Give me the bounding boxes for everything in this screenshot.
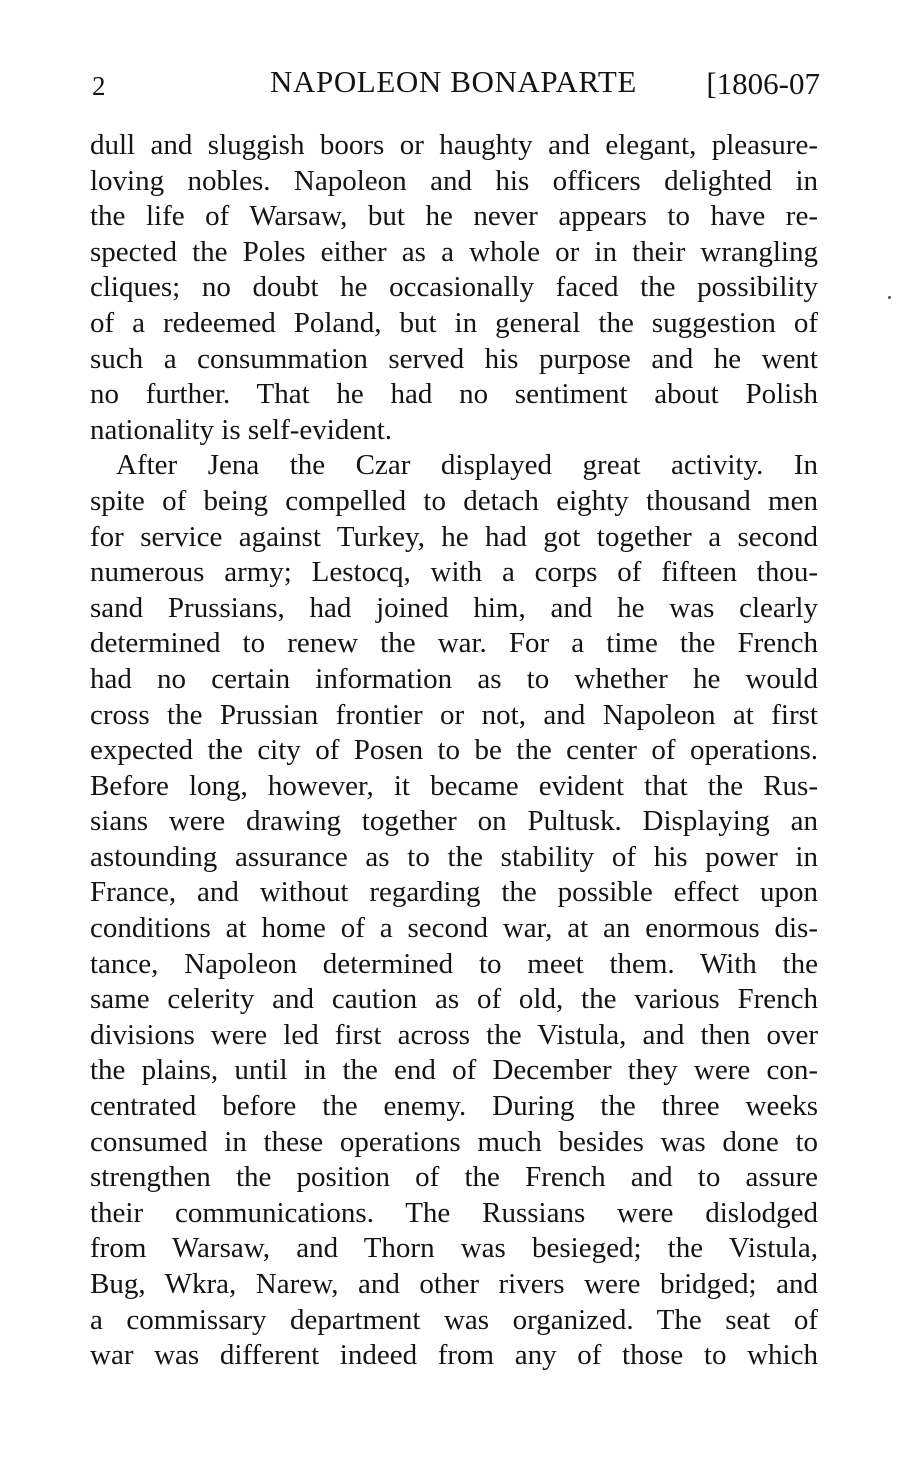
text-line: After Jena the Czar displayed great activity. In	[116, 449, 818, 482]
text-line: France, and without regarding the possible effect upon	[90, 876, 818, 909]
text-line: determined to renew the war. For a time the French	[90, 627, 818, 660]
scan-speck	[888, 296, 891, 299]
text-line: dull and sluggish boors or haughty and elegant, pleasure-	[90, 129, 818, 161]
text-line: divisions were led first across the Vistula, and then over	[90, 1018, 818, 1051]
text-line: same celerity and caution as of old, the various French	[90, 983, 818, 1016]
text-line: a commissary department was organized. The seat of	[90, 1303, 818, 1336]
text-line: Bug, Wkra, Narew, and other rivers were bridged; and	[90, 1268, 818, 1300]
paragraph	[90, 128, 818, 448]
text-line: consumed in these operations much besides was done to	[90, 1125, 818, 1158]
text-line: sians were drawing together on Pultusk. Displaying an	[90, 805, 818, 838]
text-line: no further. That he had no sentiment about Polish	[90, 378, 818, 411]
text-line: cliques; no doubt he occasionally faced the possibility	[90, 271, 818, 304]
text-line: from Warsaw, and Thorn was besieged; the Vistula,	[90, 1232, 818, 1265]
text-line: tance, Napoleon determined to meet them. With the	[90, 947, 818, 980]
body-text	[90, 128, 818, 1374]
running-head	[92, 62, 820, 102]
text-line: nationality is self-evident.	[90, 413, 393, 446]
text-line: numerous army; Lestocq, with a corps of fifteen thou-	[90, 556, 818, 589]
text-line: for service against Turkey, he had got together a second	[90, 520, 818, 553]
text-line: their communications. The Russians were dislodged	[90, 1196, 818, 1229]
text-line: the life of Warsaw, but he never appears to have re-	[90, 200, 818, 233]
text-line: sand Prussians, had joined him, and he was clearly	[90, 591, 818, 624]
text-line: spite of being compelled to detach eighty thousand men	[90, 484, 818, 517]
text-line: conditions at home of a second war, at an enormous dis-	[90, 912, 818, 945]
text-line: loving nobles. Napoleon and his officers delighted in	[90, 164, 818, 197]
text-line: strengthen the position of the French and to assure	[90, 1161, 818, 1194]
year-range: [1806-07	[706, 66, 820, 101]
text-line: Before long, however, it became evident that the Rus-	[90, 769, 818, 802]
text-line: spected the Poles either as a whole or in their wrangling	[90, 235, 818, 268]
page-number: 2	[92, 71, 106, 101]
text-line: had no certain information as to whether he would	[90, 662, 818, 695]
text-line: war was different indeed from any of those to which	[90, 1339, 818, 1372]
text-line: astounding assurance as to the stability of his power in	[90, 840, 818, 873]
text-line: such a consummation served his purpose and he went	[90, 342, 818, 375]
text-line: expected the city of Posen to be the center of operations.	[90, 734, 818, 767]
text-line: cross the Prussian frontier or not, and Napoleon at first	[90, 698, 818, 731]
text-line: the plains, until in the end of December they were con-	[90, 1054, 818, 1087]
paragraph	[90, 448, 818, 1373]
book-title: NAPOLEON BONAPARTE	[270, 64, 637, 99]
text-line: centrated before the enemy. During the three weeks	[90, 1090, 818, 1123]
text-line: of a redeemed Poland, but in general the suggestion of	[90, 306, 818, 339]
